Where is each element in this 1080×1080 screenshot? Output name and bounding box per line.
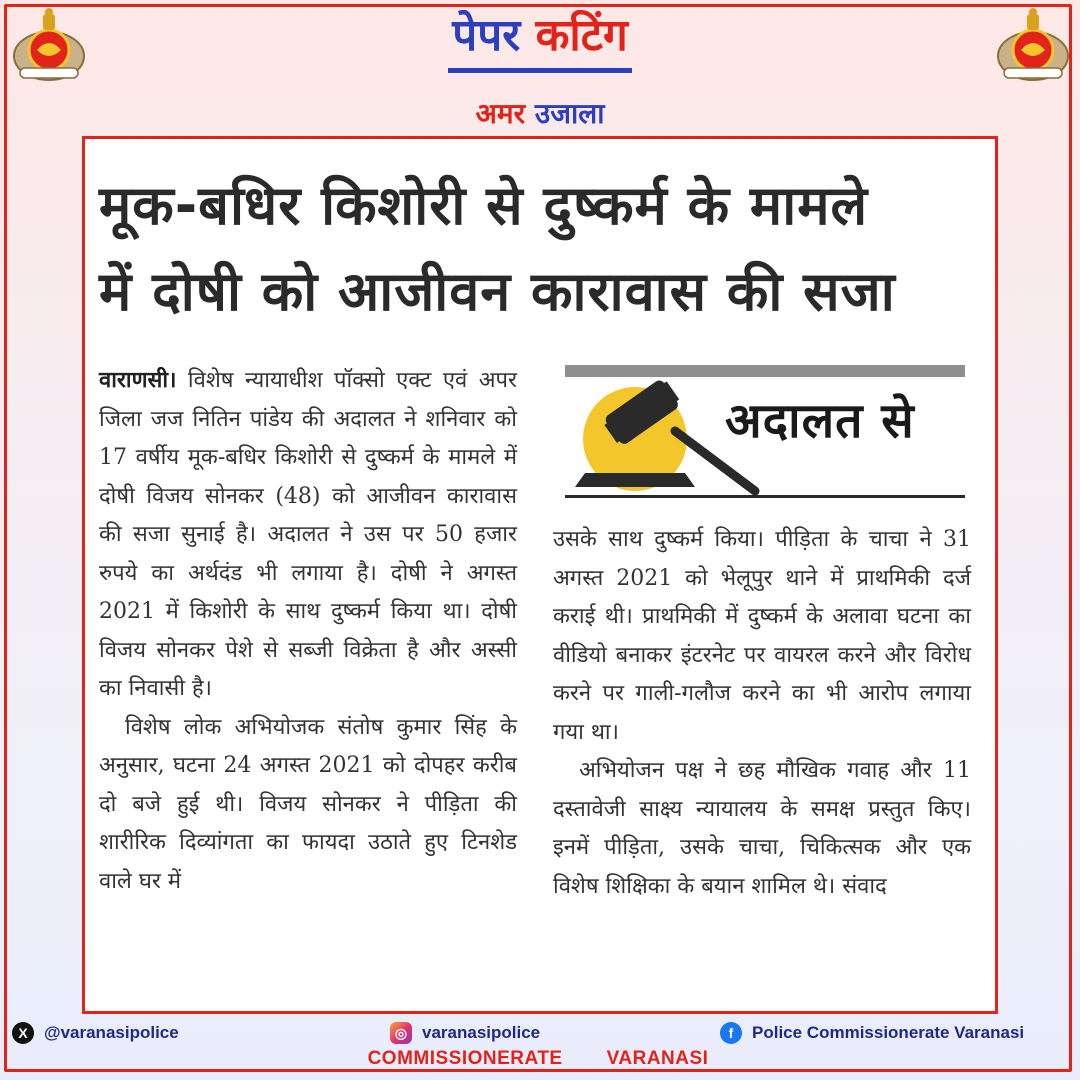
newspaper-word-amar: अमर [475,97,526,130]
x-handle: @varanasipolice [44,1023,179,1042]
footer [4,1014,1072,1072]
x-link[interactable] [12,1022,179,1044]
instagram-link[interactable] [390,1022,540,1044]
instagram-handle: varanasipolice [422,1023,541,1042]
article-paragraph [99,361,517,709]
headline-line-1: मूक-बधिर किशोरी से दुष्कर्म के मामले [99,174,869,237]
page-title [0,6,1080,73]
title-word-paper: पेपर [452,10,521,61]
newspaper-clipping [82,136,998,1014]
x-icon: X [12,1022,34,1044]
facebook-page-name: Police Commissionerate Varanasi [752,1023,1025,1042]
article-column-left [99,361,517,901]
instagram-icon: ◎ [390,1022,412,1044]
newspaper-name [0,96,1080,132]
org-word-commissionerate: COMMISSIONERATE [367,1048,563,1069]
headline-line-2: में दोषी को आजीवन कारावास की सजा [99,260,896,323]
article-paragraph-1: विशेष न्यायाधीश पॉक्सो एक्ट एवं अपर जिला जज नितिन पांडेय की अदालत ने शनिवार को 17 वर्षीय मूक-बधिर किशोरी से दुष्कर्म के मामले में दोषी विजय सोनकर (48) को आजीवन कारावास की सजा सुनाई है। अदालत ने उस पर 50 हजार रुपये का अर्थदंड भी लगाया है। दोषी ने अगस्त 2021 में किशोरी के साथ दुष्कर्म किया था। दोषी विजय सोनकर पेशे से सब्जी विक्रेता है और अस्सी का निवासी है। [99,368,517,701]
article-dateline: वाराणसी। [99,367,177,393]
article-paragraph-2: विशेष लोक अभियोजक संतोष कुमार सिंह के अनुसार, घटना 24 अगस्त 2021 को दोपहर करीब दो बजे हुई थी। विजय सोनकर ने पीड़िता की शारीरिक दिव्यांगता का फायदा उठाते हुए टिनशेड वाले घर में [99,714,517,894]
article-headline [99,163,979,335]
section-label: अदालत से [725,393,915,449]
facebook-icon: f [720,1022,742,1044]
title-word-cutting: कटिंग [535,10,628,61]
article-paragraph-4: अभियोजन पक्ष ने छह मौखिक गवाह और 11 दस्तावेजी साक्ष्य न्यायालय के समक्ष प्रस्तुत किए। इनमें पीड़िता, उसके चाचा, चिकित्सक और एक विशेष शिक्षिका के बयान शामिल थे। संवाद [553,758,971,899]
article-paragraph-3: उसके साथ दुष्कर्म किया। पीड़िता के चाचा ने 31 अगस्त 2021 को भेलूपुर थाने में प्राथमिकी दर्ज कराई थी। प्राथमिकी में दुष्कर्म के अलावा घटना का वीडियो बनाकर इंटरनेट पर वायरल करने और विरोध करने पर गाली-गलौज करने का भी आरोप लगाया गया था। [553,527,971,745]
newspaper-word-ujala: उजाला [534,97,605,130]
article-column-right [553,521,971,906]
organization-name [4,1048,1072,1070]
org-word-varanasi: VARANASI [606,1048,709,1069]
facebook-link[interactable] [720,1022,1024,1044]
